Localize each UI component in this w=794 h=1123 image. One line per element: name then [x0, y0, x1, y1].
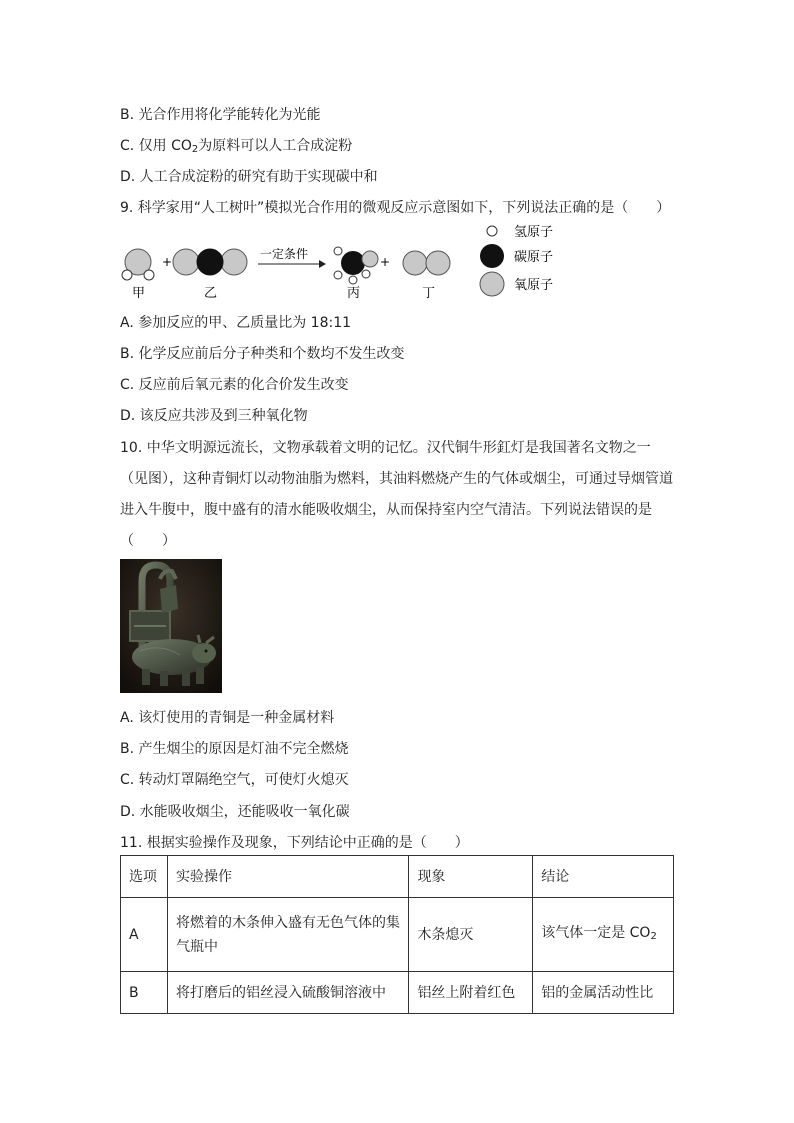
molecule-jia [122, 249, 154, 280]
legend-hydrogen-icon [487, 226, 497, 236]
label-yi: 乙 [204, 286, 218, 301]
table-header-row [121, 856, 674, 898]
q9-option-d: D. 该反应共涉及到三种氧化物 [120, 408, 308, 424]
q10-option-a: A. 该灯使用的青铜是一种金属材料 [120, 710, 335, 726]
legend [480, 225, 553, 296]
q8-option-c: C. 仅用 $CO_2$为原料可以人工合成淀粉 [120, 138, 353, 155]
q9-option-a: A. 参加反应的甲、乙质量比为 18:11 [120, 315, 352, 331]
row-b-option: B [121, 972, 168, 1014]
molecule-bing [334, 247, 378, 284]
q9-option-b: B. 化学反应前后分子种类和个数均不发生改变 [120, 346, 405, 362]
q10-option-c: C. 转动灯罩隔绝空气，可使灯火熄灭 [120, 772, 349, 788]
legend-oxygen: 氧原子 [514, 278, 554, 293]
legend-carbon: 碳原子 [514, 250, 554, 265]
row-a-operation: 将燃着的木条伸入盛有无色气体的集 气瓶中 [167, 898, 408, 972]
header-conclusion: 结论 [533, 856, 674, 898]
legend-oxygen-icon [480, 272, 504, 296]
label-bing: 丙 [347, 286, 361, 301]
legend-carbon-icon [480, 244, 504, 268]
plus-sign-2: + [380, 255, 391, 269]
header-phenomenon: 现象 [409, 856, 533, 898]
q10-stem-line3: 进入牛腹中，腹中盛有的清水能吸收烟尘，从而保持室内空气清洁。下列说法错误的是 [120, 502, 652, 518]
row-b-operation: 将打磨后的铝丝浸入硫酸铜溶液中 [167, 972, 408, 1014]
label-ding: 丁 [422, 286, 436, 301]
row-a-phenomenon: 木条熄灭 [409, 898, 533, 972]
legend-hydrogen: 氢原子 [514, 225, 554, 240]
row-b-phenomenon: 铝丝上附着红色 [409, 972, 533, 1014]
q9-stem: 9. 科学家用“人工树叶”模拟光合作用的微观反应示意图如下，下列说法正确的是（ ） [120, 200, 671, 216]
q10-stem-line1: 10. 中华文明源远流长，文物承载着文明的记忆。汉代铜牛形釭灯是我国著名文物之一 [120, 440, 651, 456]
q9-option-c: C. 反应前后氧元素的化合价发生改变 [120, 377, 349, 393]
header-operation: 实验操作 [167, 856, 408, 898]
molecule-ding [403, 251, 450, 275]
label-jia: 甲 [132, 286, 146, 301]
q8-option-b: B. 光合作用将化学能转化为光能 [120, 107, 321, 123]
q11-stem: 11. 根据实验操作及现象，下列结论中正确的是（ ） [120, 835, 469, 851]
bronze-ox-lamp-image [120, 559, 222, 693]
row-a-option: A [121, 898, 168, 972]
arrow-condition-text: 一定条件 [260, 247, 309, 261]
header-option: 选项 [121, 856, 168, 898]
q10-option-d: D. 水能吸收烟尘，还能吸收一氧化碳 [120, 804, 350, 820]
reaction-arrow [258, 260, 326, 268]
plus-sign-1: + [162, 255, 173, 269]
molecule-yi [173, 249, 247, 275]
table-row [121, 898, 674, 972]
q10-stem-line2: （见图），这种青铜灯以动物油脂为燃料，其油料燃烧产生的气体或烟尘，可通过导烟管道 [120, 471, 673, 487]
reaction-diagram [118, 222, 568, 304]
q10-stem-line4: （ ） [120, 533, 176, 549]
row-a-conclusion: 该气体一定是 $CO_2$ [533, 898, 674, 972]
q8-option-d: D. 人工合成淀粉的研究有助于实现碳中和 [120, 169, 378, 185]
q11-table [120, 855, 674, 1014]
q10-option-b: B. 产生烟尘的原因是灯油不完全燃烧 [120, 741, 349, 757]
table-row [121, 972, 674, 1014]
row-b-conclusion: 铝的金属活动性比 [533, 972, 674, 1014]
